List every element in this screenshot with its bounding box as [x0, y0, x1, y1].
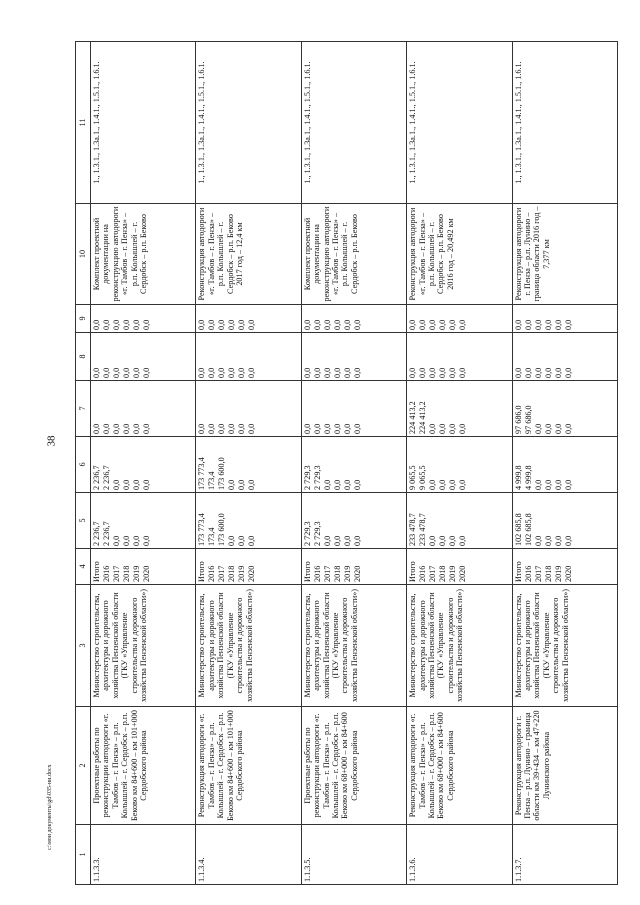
funding-column-years: [407, 549, 512, 585]
funding-value: 2019: [132, 565, 141, 582]
funding-value: 0,0: [438, 367, 448, 378]
funding-value: 0,0: [342, 423, 352, 434]
funding-value: 0,0: [122, 535, 131, 546]
funding-value: 0,0: [553, 367, 563, 378]
column-number-header: 7: [76, 381, 91, 437]
funding-value: 0,0: [428, 479, 438, 490]
funding-value: 0,0: [122, 319, 131, 330]
column-number-header: 10: [76, 204, 91, 305]
funding-value: 0,0: [553, 423, 563, 434]
funding-value: 0,0: [197, 367, 207, 378]
funding-value: 173,4: [207, 527, 217, 546]
activity-code: 1.1.3.4.: [196, 825, 301, 885]
funding-value: 2018: [332, 565, 342, 582]
funding-value: 0,0: [418, 367, 428, 378]
file-path-text: c:\мои документы\gd\035-ни.docx: [47, 764, 53, 850]
funding-value: Итого: [92, 561, 101, 582]
funding-column-years: [512, 549, 617, 585]
funding-value: 0,0: [553, 319, 563, 330]
funding-value: 0,0: [438, 479, 448, 490]
funding-value: 0,0: [342, 535, 352, 546]
funding-value: 0,0: [458, 535, 468, 546]
funding-value: 2020: [352, 565, 362, 582]
funding-value: 0,0: [523, 319, 533, 330]
funding-value: 0,0: [302, 319, 312, 330]
funding-value: 2017: [322, 565, 332, 582]
table-row: [512, 42, 617, 885]
table-row: [407, 42, 512, 885]
funding-value: 2019: [553, 565, 563, 582]
funding-value: 0,0: [563, 319, 573, 330]
funding-column-c9: [407, 305, 512, 333]
column-number-header: 8: [76, 333, 91, 381]
funding-value: 0,0: [553, 535, 563, 546]
funding-value: 0,0: [332, 319, 342, 330]
funding-column-c9: [91, 305, 196, 333]
funding-column-c9: [301, 305, 406, 333]
funding-value: 102 685,8: [523, 513, 533, 546]
funding-value: 0,0: [418, 319, 428, 330]
funding-value: 97 686,0: [513, 405, 523, 434]
column-number-header: 2: [76, 707, 91, 825]
funding-value: 0,0: [207, 423, 217, 434]
funding-value: 233 478,7: [418, 513, 428, 546]
funding-value: 0,0: [312, 367, 322, 378]
funding-column-c8: [91, 333, 196, 381]
funding-column-c5: [301, 493, 406, 549]
funding-value: 0,0: [342, 319, 352, 330]
indicator-numbers: 1., 1.3.1., 1.3a.1., 1.4.1., 1.5.1., 1.6.1.: [301, 42, 406, 204]
funding-value: 0,0: [428, 319, 438, 330]
executor-name: Министерство строительства, архитектуры и дорожного хозяйства Пензенской области (ГКУ «Управление строительства и дорожного хозяйства Пензенской области»): [512, 585, 617, 707]
funding-value: 0,0: [122, 423, 131, 434]
funding-value: 0,0: [122, 367, 131, 378]
funding-value: 0,0: [352, 367, 362, 378]
funding-value: 0,0: [342, 367, 352, 378]
indicator-numbers: 1., 1.3.1., 1.3a.1., 1.4.1., 1.5.1., 1.6.1.: [512, 42, 617, 204]
funding-value: 0,0: [132, 479, 141, 490]
funding-value: 0,0: [523, 367, 533, 378]
funding-value: 9 065,5: [418, 465, 428, 490]
activity-name: Проектные работы по реконструкции автодороги «г. Тамбов – г. Пенза» – р.п. Колышлей – г. Сердобск – р.п. Бековo км 84+600 – км 101+000 Сердобского района: [91, 707, 196, 825]
funding-value: 0,0: [102, 367, 111, 378]
funding-value: 0,0: [448, 423, 458, 434]
funding-value: 0,0: [428, 535, 438, 546]
funding-value: 0,0: [438, 423, 448, 434]
funding-value: 2018: [122, 565, 131, 582]
header-row: [76, 42, 91, 885]
funding-value: 224 413,2: [408, 401, 418, 434]
funding-column-years: [301, 549, 406, 585]
funding-value: 0,0: [227, 319, 237, 330]
funding-value: 0,0: [458, 479, 468, 490]
funding-value: 0,0: [513, 319, 523, 330]
funding-value: 0,0: [237, 535, 247, 546]
funding-value: 2016: [523, 565, 533, 582]
funding-value: 0,0: [543, 479, 553, 490]
funding-column-years: [196, 549, 301, 585]
column-number-header: 1: [76, 825, 91, 885]
funding-value: 0,0: [197, 319, 207, 330]
activity-code: 1.1.3.5.: [301, 825, 406, 885]
funding-value: 0,0: [132, 423, 141, 434]
funding-column-c5: [91, 493, 196, 549]
funding-value: 0,0: [112, 479, 121, 490]
funding-value: 2 236,7: [102, 465, 111, 490]
funding-column-c6: [196, 437, 301, 493]
funding-value: 2016: [207, 565, 217, 582]
funding-value: 173 600,0: [217, 513, 227, 546]
funding-column-c7: [512, 381, 617, 437]
executor-name: Министерство строительства, архитектуры и дорожного хозяйства Пензенской области (ГКУ «Управление строительства и дорожного хозяйства Пензенской области»): [301, 585, 406, 707]
funding-value: 0,0: [533, 367, 543, 378]
funding-value: 0,0: [533, 479, 543, 490]
funding-value: 4 999,8: [523, 465, 533, 490]
funding-value: 0,0: [448, 479, 458, 490]
funding-value: 0,0: [563, 535, 573, 546]
funding-value: 233 478,7: [408, 513, 418, 546]
funding-value: 0,0: [207, 319, 217, 330]
funding-column-c8: [407, 333, 512, 381]
funding-value: 0,0: [217, 319, 227, 330]
executor-name: Министерство строительства, архитектуры и дорожного хозяйства Пензенской области (ГКУ «Управление строительства и дорожного хозяйства Пензенской области»): [91, 585, 196, 707]
rotated-table-wrapper: [75, 42, 618, 885]
funding-value: 0,0: [302, 423, 312, 434]
funding-value: 0,0: [543, 319, 553, 330]
funding-value: 2 236,7: [92, 521, 101, 546]
funding-value: 0,0: [302, 367, 312, 378]
funding-value: 0,0: [543, 535, 553, 546]
funding-value: 0,0: [227, 535, 237, 546]
funding-value: 0,0: [438, 535, 448, 546]
funding-value: 2 729,3: [302, 521, 312, 546]
indicator-numbers: 1., 1.3.1., 1.3a.1., 1.4.1., 1.5.1., 1.6.1.: [91, 42, 196, 204]
program-activities-table: [75, 41, 618, 885]
funding-value: Итого: [408, 561, 418, 582]
funding-column-c5: [512, 493, 617, 549]
funding-value: 0,0: [132, 319, 141, 330]
activity-name: Проектные работы по реконструкции автодороги «г. Тамбов – г. Пенза» – р.п. Колышлей – г. Сердобск – р.п. Беково км 68+000 – км 84+600 Сердобского района: [301, 707, 406, 825]
funding-value: 0,0: [322, 479, 332, 490]
funding-value: 2017: [112, 565, 121, 582]
funding-value: 0,0: [112, 319, 121, 330]
funding-column-c9: [196, 305, 301, 333]
funding-value: 2018: [438, 565, 448, 582]
funding-value: 173 773,4: [197, 513, 207, 546]
funding-value: 0,0: [132, 367, 141, 378]
funding-value: 0,0: [322, 535, 332, 546]
funding-value: 0,0: [322, 367, 332, 378]
table-row: [301, 42, 406, 885]
funding-column-years: [91, 549, 196, 585]
funding-value: 0,0: [92, 367, 101, 378]
funding-value: 0,0: [312, 423, 322, 434]
funding-value: 2016: [102, 565, 111, 582]
funding-value: 97 686,0: [523, 405, 533, 434]
funding-value: 0,0: [322, 423, 332, 434]
column-number-header: 3: [76, 585, 91, 707]
funding-value: 0,0: [142, 367, 151, 378]
funding-value: 0,0: [227, 423, 237, 434]
funding-value: 0,0: [352, 479, 362, 490]
funding-value: 0,0: [312, 319, 322, 330]
funding-value: 0,0: [553, 479, 563, 490]
funding-value: 2018: [543, 565, 553, 582]
funding-value: 0,0: [227, 479, 237, 490]
activity-code: 1.1.3.7.: [512, 825, 617, 885]
funding-column-c7: [407, 381, 512, 437]
funding-column-c8: [512, 333, 617, 381]
funding-value: 0,0: [247, 367, 257, 378]
funding-value: 0,0: [533, 423, 543, 434]
activity-code: 1.1.3.3.: [91, 825, 196, 885]
funding-value: 0,0: [322, 319, 332, 330]
funding-value: 0,0: [563, 367, 573, 378]
funding-column-c6: [301, 437, 406, 493]
page-number: 38: [45, 435, 58, 447]
funding-value: 0,0: [563, 423, 573, 434]
funding-value: 2019: [448, 565, 458, 582]
activity-name: Реконструкция автодороги «г. Тамбов – г. Пенза» – р.п. Колышлей – г. Сердобск – р.п. Беково км 68+000 – км 84+600 Сердобского района: [407, 707, 512, 825]
funding-column-c8: [196, 333, 301, 381]
funding-column-c5: [196, 493, 301, 549]
funding-value: Итого: [513, 561, 523, 582]
funding-value: 0,0: [237, 367, 247, 378]
funding-value: 0,0: [142, 423, 151, 434]
funding-value: 0,0: [543, 367, 553, 378]
funding-value: 2017: [428, 565, 438, 582]
activity-code: 1.1.3.6.: [407, 825, 512, 885]
funding-column-c7: [91, 381, 196, 437]
funding-value: 0,0: [247, 535, 257, 546]
column-number-header: 11: [76, 42, 91, 204]
funding-value: 0,0: [227, 367, 237, 378]
funding-column-c8: [301, 333, 406, 381]
funding-value: 0,0: [332, 535, 342, 546]
funding-value: 0,0: [247, 423, 257, 434]
column-number-header: 6: [76, 437, 91, 493]
funding-value: 0,0: [112, 423, 121, 434]
executor-name: Министерство строительства, архитектуры и дорожного хозяйства Пензенской области (ГКУ «Управление строительства и дорожного хозяйства Пензенской области»): [407, 585, 512, 707]
funding-value: 0,0: [448, 319, 458, 330]
funding-value: 0,0: [533, 535, 543, 546]
indicator-numbers: 1., 1.3.1., 1.3a.1., 1.4.1., 1.5.1., 1.6.1.: [196, 42, 301, 204]
activity-name: Реконструкция автодороги г. Пенза – р.п. Лунино – граница области км 39+434 – км 47+220 Лунинского района: [512, 707, 617, 825]
funding-value: 0,0: [132, 535, 141, 546]
funding-value: 0,0: [112, 535, 121, 546]
funding-column-c6: [407, 437, 512, 493]
funding-value: 0,0: [247, 479, 257, 490]
funding-value: Итого: [302, 561, 312, 582]
column-number-header: 5: [76, 493, 91, 549]
funding-value: Итого: [197, 561, 207, 582]
funding-column-c6: [512, 437, 617, 493]
funding-value: 0,0: [458, 319, 468, 330]
funding-value: 0,0: [408, 319, 418, 330]
funding-value: 2016: [418, 565, 428, 582]
funding-value: 224 413,2: [418, 401, 428, 434]
expected-result: Комплект проектной документации на реконструкцию автодороги «г. Тамбов – г. Пенза» – р.п. Колышлей – г. Сердобск – р.п. Беково: [91, 204, 196, 305]
expected-result: Реконструкция автодороги г. Пенза – р.п. Лунино – граница области 2016 год – 7,377 км: [512, 204, 617, 305]
funding-column-c9: [512, 305, 617, 333]
expected-result: Реконструкция автодороги «г. Тамбов – г. Пенза» – р.п. Колышлей – г. Сердобск – р.п. Беково 2016 год – 20,492 км: [407, 204, 512, 305]
funding-value: 0,0: [448, 535, 458, 546]
indicator-numbers: 1., 1.3.1., 1.3a.1., 1.4.1., 1.5.1., 1.6.1.: [407, 42, 512, 204]
funding-value: 2020: [458, 565, 468, 582]
funding-value: 2016: [312, 565, 322, 582]
funding-value: 0,0: [448, 367, 458, 378]
funding-value: 0,0: [428, 423, 438, 434]
funding-value: 2017: [217, 565, 227, 582]
funding-value: 0,0: [122, 479, 131, 490]
funding-value: 2020: [142, 565, 151, 582]
funding-value: 0,0: [458, 423, 468, 434]
funding-value: 2017: [533, 565, 543, 582]
funding-value: 2020: [563, 565, 573, 582]
expected-result: Реконструкция автодороги «г. Тамбов – г. Пенза» – р.п. Колышлей – г. Сердобск – р.п. Беково 2017 год – 12,4 км: [196, 204, 301, 305]
funding-value: 0,0: [92, 319, 101, 330]
expected-result: Комплект проектной документации на реконструкцию автодороги «г. Тамбов – г. Пенза» – р.п. Колышлей – г. Сердобск – р.п. Беково: [301, 204, 406, 305]
funding-value: 0,0: [142, 479, 151, 490]
funding-value: 2019: [342, 565, 352, 582]
funding-value: 0,0: [428, 367, 438, 378]
funding-value: 2 729,3: [312, 465, 322, 490]
funding-value: 2020: [247, 565, 257, 582]
funding-value: 102 685,8: [513, 513, 523, 546]
column-number-header: 4: [76, 549, 91, 585]
funding-value: 4 999,8: [513, 465, 523, 490]
funding-value: 0,0: [142, 319, 151, 330]
funding-column-c6: [91, 437, 196, 493]
funding-value: 173 773,4: [197, 457, 207, 490]
funding-value: 0,0: [533, 319, 543, 330]
funding-value: 0,0: [458, 367, 468, 378]
funding-value: 0,0: [342, 479, 352, 490]
funding-value: 0,0: [237, 479, 247, 490]
funding-value: 2018: [227, 565, 237, 582]
activity-name: Реконструкция автодороги «г. Тамбов – г. Пенза» – р.п. Колышлей – г. Сердобск – р.п. Беково км 84+600 – км 101+000 Сердобского района: [196, 707, 301, 825]
funding-value: 0,0: [543, 423, 553, 434]
funding-value: 0,0: [352, 423, 362, 434]
funding-value: 9 065,5: [408, 465, 418, 490]
column-number-header: 9: [76, 305, 91, 333]
table-row: [196, 42, 301, 885]
file-path-footer: [47, 764, 57, 860]
funding-value: 0,0: [112, 367, 121, 378]
executor-name: Министерство строительства, архитектуры и дорожного хозяйства Пензенской области (ГКУ «Управление строительства и дорожного хозяйства Пензенской области»): [196, 585, 301, 707]
funding-value: 0,0: [142, 535, 151, 546]
funding-value: 2 729,3: [302, 465, 312, 490]
funding-value: 173 600,0: [217, 457, 227, 490]
funding-value: 2 236,7: [102, 521, 111, 546]
funding-value: 0,0: [332, 479, 342, 490]
funding-value: 0,0: [408, 367, 418, 378]
funding-value: 0,0: [102, 423, 111, 434]
funding-value: 0,0: [247, 319, 257, 330]
funding-value: 0,0: [92, 423, 101, 434]
funding-value: 0,0: [207, 367, 217, 378]
funding-value: 0,0: [352, 319, 362, 330]
funding-value: 0,0: [102, 319, 111, 330]
funding-column-c7: [301, 381, 406, 437]
funding-value: 0,0: [332, 367, 342, 378]
funding-column-c7: [196, 381, 301, 437]
funding-value: 2 236,7: [92, 465, 101, 490]
funding-value: 0,0: [332, 423, 342, 434]
table-row: [91, 42, 196, 885]
funding-value: 0,0: [438, 319, 448, 330]
funding-value: 0,0: [352, 535, 362, 546]
funding-value: 2 729,3: [312, 521, 322, 546]
funding-value: 0,0: [237, 423, 247, 434]
funding-value: 0,0: [513, 367, 523, 378]
funding-value: 0,0: [563, 479, 573, 490]
funding-value: 0,0: [217, 367, 227, 378]
funding-value: 2019: [237, 565, 247, 582]
funding-value: 173,4: [207, 471, 217, 490]
funding-value: 0,0: [237, 319, 247, 330]
funding-value: 0,0: [197, 423, 207, 434]
funding-value: 0,0: [217, 423, 227, 434]
funding-column-c5: [407, 493, 512, 549]
